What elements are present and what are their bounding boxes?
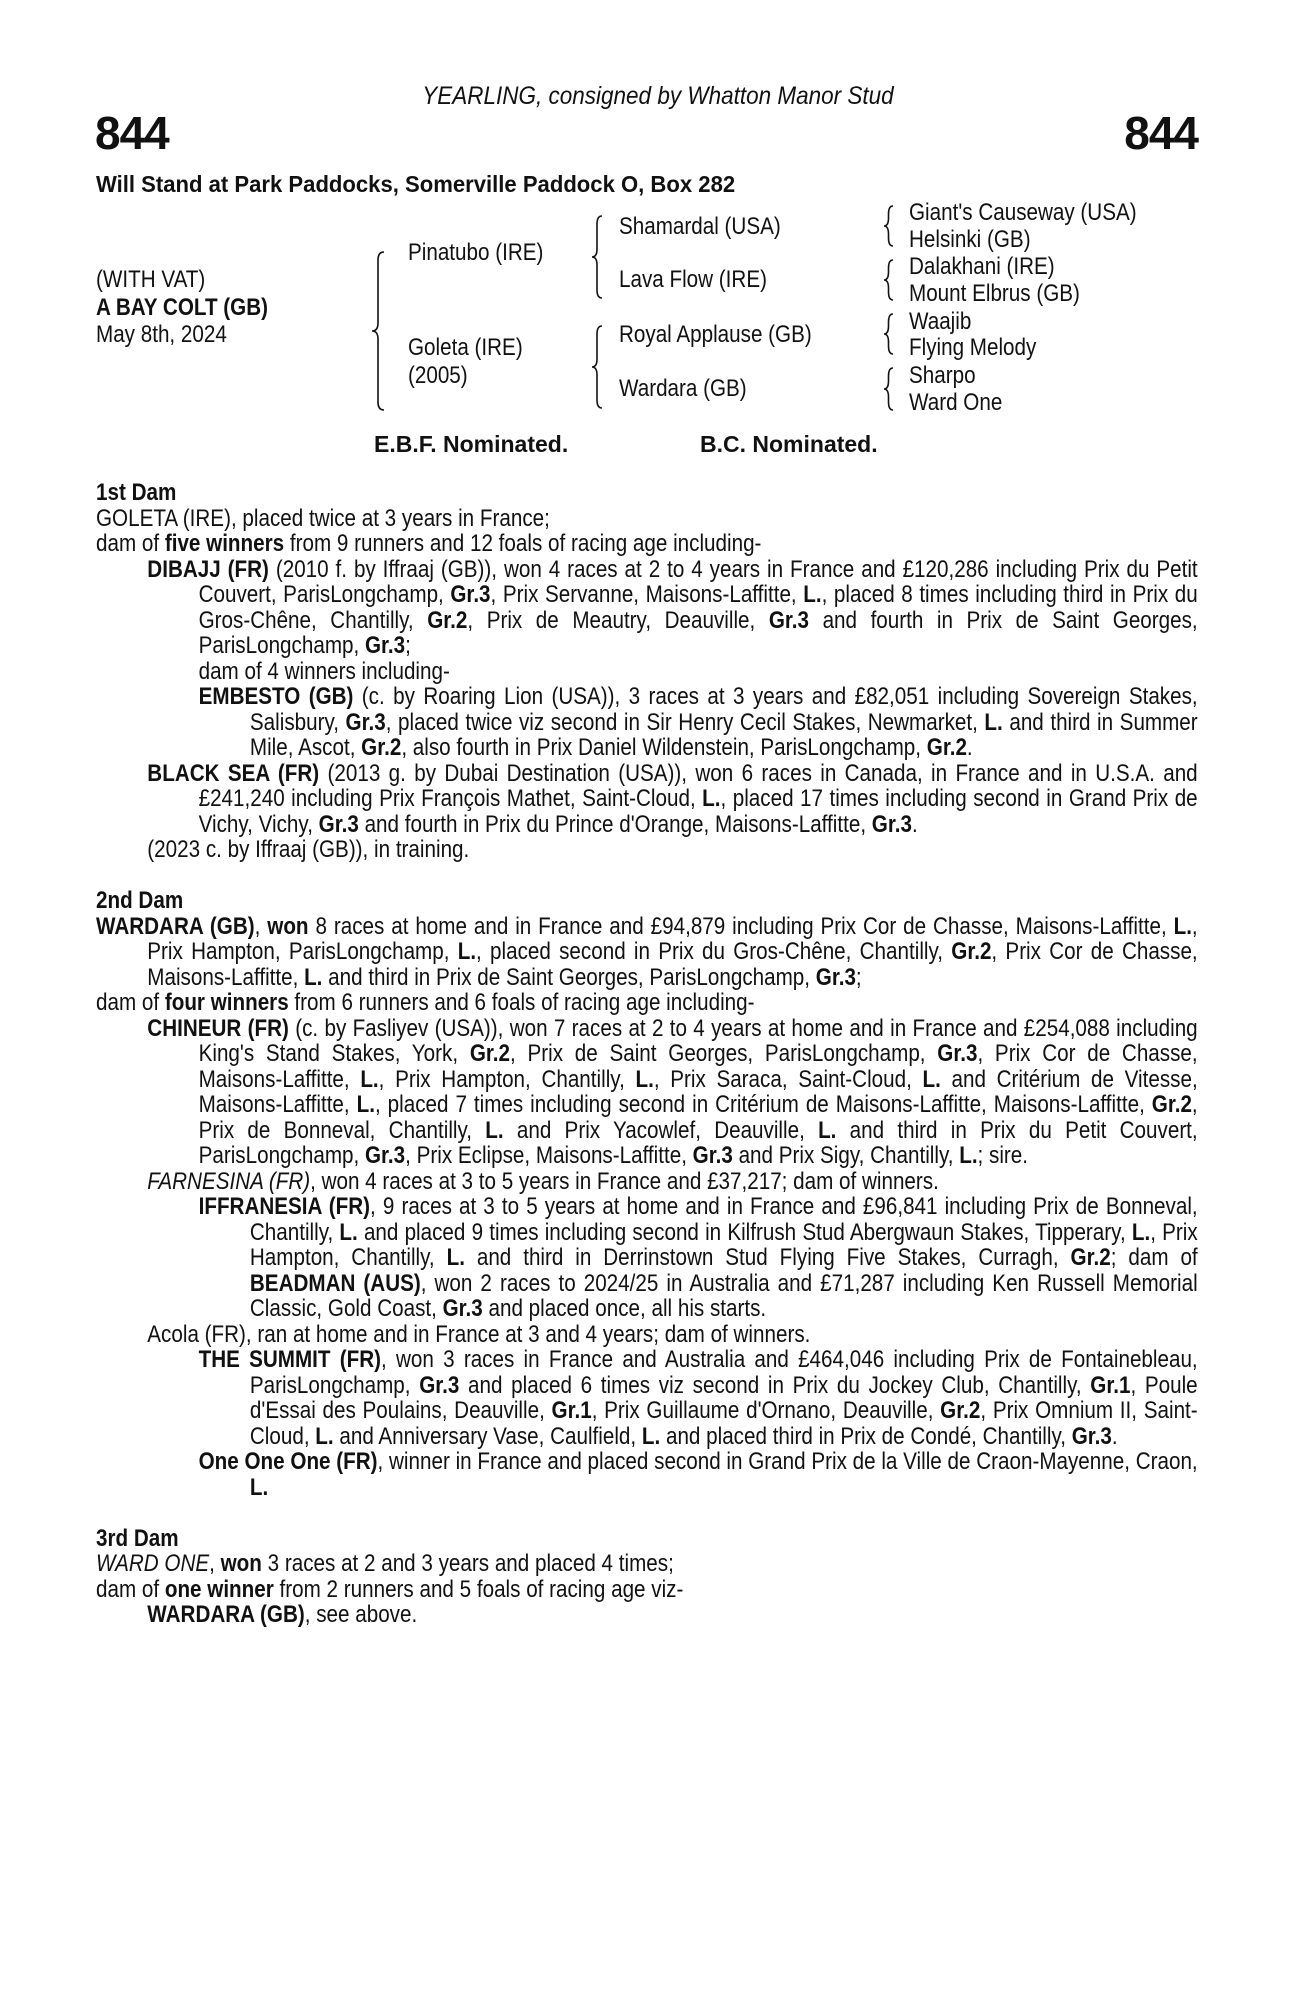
dam-section bbox=[96, 888, 1198, 1500]
bold-text: DIBAJJ (FR) bbox=[147, 555, 269, 583]
pedigree-sire-dam: Lava Flow (IRE) bbox=[619, 266, 767, 293]
dam-parents-brace bbox=[592, 326, 602, 408]
pedigree-sire-sire: Shamardal (USA) bbox=[619, 213, 781, 240]
text-run: , placed twice viz second in Sir Henry Cecil Stakes, Newmarket, bbox=[385, 708, 985, 736]
bold-text: won bbox=[220, 1550, 262, 1577]
bold-text: BEADMAN (AUS) bbox=[249, 1269, 421, 1297]
bold-text: Gr.1 bbox=[1090, 1371, 1131, 1399]
foaling-date: May 8th, 2024 bbox=[96, 321, 227, 348]
pedigree-third-gen-5: Flying Melody bbox=[909, 334, 1037, 361]
text-run: . bbox=[966, 734, 973, 761]
pedigree-paragraph bbox=[96, 1577, 1198, 1603]
bold-text: Gr.3 bbox=[815, 963, 856, 991]
pedigree-paragraph bbox=[96, 531, 1198, 557]
pedigree-third-gen-0: Giant's Causeway (USA) bbox=[909, 199, 1137, 226]
text-run: , Prix Cor de Chasse, Maisons-Laffitte, bbox=[198, 1040, 1198, 1093]
bold-text: won bbox=[267, 912, 309, 940]
pedigree-paragraph bbox=[147, 837, 1197, 863]
text-run: , Prix de Bonneval, Chantilly, bbox=[198, 1091, 1198, 1144]
text-run: , placed second in Prix du Gros-Chêne, Chantilly, bbox=[476, 938, 952, 965]
bc-nomination: B.C. Nominated. bbox=[700, 431, 878, 457]
text-run: and third in Prix de Saint Georges, ParisLongchamp, bbox=[322, 963, 816, 991]
bold-text: Gr.2 bbox=[427, 606, 468, 634]
pedigree-paragraph bbox=[147, 1169, 1197, 1195]
third-gen-brace bbox=[884, 314, 893, 354]
text-run: , Prix Eclipse, Maisons-Laffitte, bbox=[405, 1142, 693, 1169]
bold-text: L. bbox=[635, 1065, 654, 1093]
text-run: (2023 c. by Iffraaj (GB)), in training. bbox=[147, 836, 470, 863]
text-run: , Prix Hampton, Chantilly, bbox=[249, 1218, 1198, 1271]
bold-text: Gr.3 bbox=[1071, 1422, 1112, 1450]
pedigree-paragraph bbox=[198, 683, 1198, 761]
text-run: , Prix Hampton, ParisLongchamp, bbox=[147, 912, 1198, 965]
pedigree-paragraph bbox=[96, 990, 1198, 1016]
text-run: 3 races at 2 and 3 years and placed 4 times; bbox=[261, 1550, 674, 1577]
text-run: from 6 runners and 6 foals of racing age including- bbox=[288, 989, 755, 1016]
bold-text: BLACK SEA (FR) bbox=[147, 759, 320, 787]
text-run: and third in Summer Mile, Ascot, bbox=[249, 708, 1198, 761]
text-run: . bbox=[1111, 1422, 1118, 1450]
bold-text: L. bbox=[641, 1422, 661, 1450]
bold-text: Gr.3 bbox=[419, 1371, 460, 1399]
text-run: , Poule d'Essai des Poulains, Deauville, bbox=[249, 1371, 1198, 1424]
vat-note: (WITH VAT) bbox=[96, 266, 206, 293]
text-run: dam of bbox=[96, 989, 165, 1016]
text-run: , won 3 races in France and Australia and £464,046 including Prix de Fontainebleau, ParisLongchamp, bbox=[249, 1346, 1198, 1399]
bold-text: Gr.3 bbox=[318, 810, 359, 838]
text-run: and placed 9 times including second in Kilfrush Stud Abergwaun Stakes, Tipperary, bbox=[357, 1218, 1132, 1246]
text-run: and placed third in Prix de Condé, Chantilly, bbox=[660, 1422, 1072, 1450]
italic-text: FARNESINA (FR) bbox=[147, 1167, 311, 1195]
pedigree-paragraph bbox=[147, 555, 1198, 659]
text-run: 8 races at home and in France and £94,879 including Prix Cor de Chasse, Maisons-Laffitte, bbox=[308, 912, 1174, 940]
sire-parents-brace bbox=[592, 216, 602, 298]
stand-location: Will Stand at Park Paddocks, Somerville Paddock O, Box 282 bbox=[96, 171, 736, 197]
text-run: and Prix Sigy, Chantilly, bbox=[732, 1142, 960, 1169]
text-run: GOLETA (IRE), placed twice at 3 years in France; bbox=[96, 504, 550, 532]
text-run: and fourth in Prix du Prince d'Orange, Maisons-Laffitte, bbox=[358, 810, 872, 838]
bold-text: Gr.2 bbox=[940, 1397, 981, 1424]
pedigree-paragraph bbox=[147, 759, 1198, 838]
text-run: (c. by Fasliyev (USA)), won 7 races at 2 to 4 years at home and in France and £254,088 including King's Stand Stakes, York, bbox=[198, 1014, 1198, 1067]
text-run: Acola (FR), ran at home and in France at 3 and 4 years; dam of winners. bbox=[147, 1320, 811, 1348]
text-run: and Prix Yacowlef, Deauville, bbox=[503, 1116, 819, 1144]
sire-dam-brace bbox=[372, 252, 384, 410]
bold-text: L. bbox=[360, 1065, 379, 1093]
text-run: , Prix Hampton, Chantilly, bbox=[378, 1065, 636, 1093]
bold-text: L. bbox=[446, 1244, 465, 1271]
text-run: and placed 6 times viz second in Prix du Jockey Club, Chantilly, bbox=[459, 1371, 1091, 1399]
pedigree-paragraph bbox=[199, 659, 1198, 685]
text-run: . bbox=[911, 810, 918, 838]
bold-text: L. bbox=[818, 1116, 837, 1144]
dam-section-title: 2nd Dam bbox=[96, 887, 184, 914]
pedigree-paragraph bbox=[96, 912, 1198, 991]
text-run: , Prix Guillaume d'Ornano, Deauville, bbox=[591, 1397, 941, 1424]
text-run: from 9 runners and 12 foals of racing age including- bbox=[284, 530, 762, 557]
text-run: , Prix Cor de Chasse, Maisons-Laffitte, bbox=[147, 938, 1198, 991]
bold-text: Gr.3 bbox=[450, 581, 491, 608]
italic-text: WARD ONE bbox=[96, 1550, 210, 1577]
text-run: , 9 races at 3 to 5 years at home and in France and £96,841 including Prix de Bonneval, Chantilly, bbox=[249, 1193, 1198, 1246]
bold-text: Gr.1 bbox=[551, 1397, 592, 1424]
bold-text: four winners bbox=[164, 989, 289, 1016]
pedigree-third-gen-4: Waajib bbox=[909, 308, 972, 335]
bold-text: Gr.3 bbox=[364, 1142, 406, 1169]
bold-text: Gr.2 bbox=[469, 1040, 510, 1067]
bold-text: Gr.2 bbox=[1070, 1244, 1111, 1271]
text-run: ; bbox=[855, 963, 862, 991]
bold-text: Gr.3 bbox=[692, 1142, 733, 1169]
bold-text: WARDARA (GB) bbox=[96, 912, 255, 940]
text-run: , won 2 races to 2024/25 in Australia and £71,287 including Ken Russell Memorial Classic, Gold Coast, bbox=[249, 1269, 1198, 1322]
text-run: and placed once, all his starts. bbox=[482, 1295, 767, 1322]
horse-name: A BAY COLT (GB) bbox=[96, 294, 269, 321]
pedigree-paragraph bbox=[198, 1346, 1198, 1450]
text-run: , bbox=[254, 912, 268, 940]
text-run: , Prix Saraca, Saint-Cloud, bbox=[653, 1065, 923, 1093]
text-run: ; sire. bbox=[977, 1142, 1029, 1169]
bold-text: Gr.3 bbox=[937, 1040, 978, 1067]
family-details bbox=[96, 480, 1198, 1653]
text-run: and third in Derrinstown Stud Flying Five Stakes, Curragh, bbox=[464, 1244, 1071, 1271]
bold-text: L. bbox=[1173, 912, 1192, 940]
text-run: , Prix Servanne, Maisons-Laffitte, bbox=[490, 581, 804, 608]
bold-text: L. bbox=[1131, 1218, 1151, 1246]
bold-text: L. bbox=[457, 938, 477, 965]
text-run: , Prix de Meautry, Deauville, bbox=[467, 606, 769, 634]
bold-text: L. bbox=[702, 785, 721, 812]
bold-text: five winners bbox=[164, 530, 285, 557]
pedigree-dam-dam: Wardara (GB) bbox=[619, 375, 747, 402]
bold-text: Gr.2 bbox=[1151, 1091, 1192, 1118]
text-run: dam of bbox=[96, 530, 165, 557]
pedigree-paragraph bbox=[96, 506, 1198, 532]
bold-text: L. bbox=[803, 581, 822, 608]
text-run: from 2 runners and 5 foals of racing age viz- bbox=[273, 1575, 684, 1603]
bold-text: One One One (FR) bbox=[198, 1448, 378, 1475]
text-run: , won 4 races at 3 to 5 years in France and £37,217; dam of winners. bbox=[310, 1167, 939, 1195]
text-run: ; bbox=[405, 632, 411, 659]
bold-text: L. bbox=[959, 1142, 978, 1169]
dam-section-title: 3rd Dam bbox=[96, 1524, 179, 1552]
bold-text: WARDARA (GB) bbox=[147, 1601, 305, 1628]
pedigree-third-gen-3: Mount Elbrus (GB) bbox=[909, 280, 1080, 307]
text-run: , also fourth in Prix Daniel Wildenstein, ParisLongchamp, bbox=[401, 734, 927, 761]
bold-text: L. bbox=[315, 1422, 334, 1450]
pedigree-dam-year: (2005) bbox=[408, 362, 468, 389]
dam-section bbox=[96, 1526, 1198, 1628]
text-run: and fourth in Prix de Saint Georges, ParisLongchamp, bbox=[198, 606, 1198, 659]
bold-text: L. bbox=[922, 1065, 941, 1093]
bold-text: one winner bbox=[164, 1575, 274, 1603]
text-run: , see above. bbox=[304, 1601, 418, 1628]
text-run: and third in Prix du Petit Couvert, ParisLongchamp, bbox=[198, 1116, 1198, 1169]
bold-text: IFFRANESIA (FR) bbox=[198, 1193, 371, 1220]
bold-text: Gr.2 bbox=[926, 734, 967, 761]
bold-text: CHINEUR (FR) bbox=[147, 1014, 289, 1042]
pedigree-paragraph bbox=[147, 1014, 1198, 1169]
pedigree-third-gen-7: Ward One bbox=[909, 389, 1003, 416]
text-run: (2010 f. by Iffraaj (GB)), won 4 races at 2 to 4 years in France and £120,286 including Prix du Petit Couvert, ParisLongchamp, bbox=[198, 555, 1198, 608]
bold-text: Gr.3 bbox=[345, 708, 386, 736]
bold-text: Gr.2 bbox=[361, 734, 402, 761]
text-run: , bbox=[209, 1550, 221, 1577]
text-run: , placed 8 times including third in Prix du Gros-Chêne, Chantilly, bbox=[198, 581, 1198, 634]
lot-number-left: 844 bbox=[95, 107, 169, 159]
bold-text: L. bbox=[249, 1473, 269, 1501]
text-run: (c. by Roaring Lion (USA)), 3 races at 3 years and £82,051 including Sovereign Stakes, Salisbury, bbox=[249, 683, 1198, 736]
bold-text: Gr.2 bbox=[951, 938, 992, 965]
text-run: ; dam of bbox=[1110, 1244, 1198, 1271]
pedigree-dam-sire: Royal Applause (GB) bbox=[619, 321, 812, 348]
text-run: dam of bbox=[96, 1575, 165, 1603]
bold-text: L. bbox=[356, 1091, 375, 1118]
bold-text: Gr.3 bbox=[364, 632, 406, 659]
pedigree-paragraph bbox=[147, 1602, 1197, 1628]
pedigree-paragraph bbox=[198, 1193, 1198, 1322]
text-run: , Prix de Saint Georges, ParisLongchamp, bbox=[509, 1040, 938, 1067]
pedigree-paragraph bbox=[96, 1551, 1198, 1577]
bold-text: L. bbox=[304, 963, 323, 991]
pedigree-third-gen-1: Helsinki (GB) bbox=[909, 226, 1031, 253]
bold-text: Gr.3 bbox=[768, 606, 810, 634]
text-run: , placed 7 times including second in Critérium de Maisons-Laffitte, Maisons-Laffitte, bbox=[374, 1091, 1152, 1118]
pedigree-dam: Goleta (IRE) bbox=[408, 334, 523, 361]
bold-text: THE SUMMIT (FR) bbox=[198, 1346, 382, 1373]
dam-section bbox=[96, 480, 1198, 863]
pedigree-paragraph bbox=[198, 1448, 1198, 1501]
text-run: dam of 4 winners including- bbox=[198, 657, 450, 685]
pedigree-third-gen-2: Dalakhani (IRE) bbox=[909, 253, 1055, 280]
bold-text: L. bbox=[984, 708, 1003, 736]
third-gen-brace bbox=[884, 206, 893, 246]
text-run: and Critérium de Vitesse, Maisons-Laffitte, bbox=[198, 1065, 1198, 1118]
pedigree-third-gen-6: Sharpo bbox=[909, 362, 976, 389]
lot-number-right: 844 bbox=[1124, 107, 1198, 159]
ebf-nomination: E.B.F. Nominated. bbox=[374, 431, 569, 457]
text-run: , winner in France and placed second in Grand Prix de la Ville de Craon-Mayenne, Craon, bbox=[377, 1448, 1198, 1475]
bold-text: Gr.3 bbox=[871, 810, 912, 838]
third-gen-brace bbox=[884, 260, 893, 300]
catalogue-subtitle: YEARLING, consigned by Whatton Manor Stud bbox=[421, 82, 894, 110]
bold-text: L. bbox=[339, 1218, 358, 1246]
text-run: , placed 17 times including second in Grand Prix de Vichy, Vichy, bbox=[198, 785, 1198, 838]
bold-text: EMBESTO (GB) bbox=[198, 683, 354, 710]
bold-text: Gr.3 bbox=[442, 1295, 483, 1322]
bold-text: L. bbox=[485, 1116, 504, 1144]
text-run: (2013 g. by Dubai Destination (USA)), won 6 races in Canada, in France and in U.S.A. and £241,240 including Prix François Mathet, Saint-Cloud, bbox=[198, 759, 1198, 812]
pedigree-sire: Pinatubo (IRE) bbox=[408, 239, 544, 266]
third-gen-brace bbox=[884, 368, 893, 410]
pedigree-paragraph bbox=[147, 1322, 1197, 1348]
text-run: and Anniversary Vase, Caulfield, bbox=[333, 1422, 642, 1450]
dam-section-title: 1st Dam bbox=[96, 479, 177, 506]
text-run: , Prix Omnium II, Saint-Cloud, bbox=[249, 1397, 1198, 1450]
